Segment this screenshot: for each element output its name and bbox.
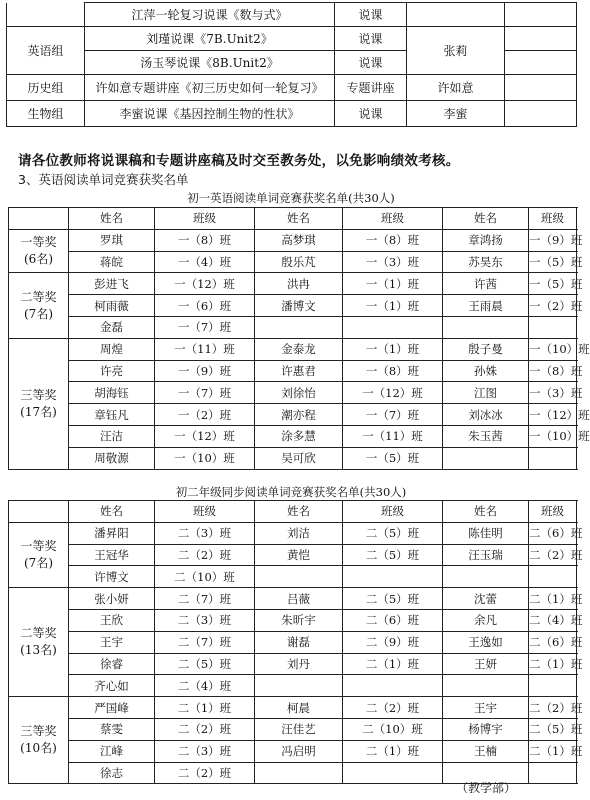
student-name-cell: 王楠 (443, 740, 529, 762)
column-header: 班级 (343, 208, 443, 230)
student-name-cell (255, 316, 343, 338)
lead-cell: 许如意 (407, 75, 505, 101)
award-level-label: 三等奖 (20, 724, 57, 739)
student-name-cell: 潮亦程 (255, 404, 343, 426)
student-name-cell: 殷乐芃 (255, 251, 343, 273)
student-class-cell: 一（2）班 (529, 295, 577, 317)
student-name-cell: 胡海钰 (69, 382, 155, 404)
award-level-label: 一等奖 (20, 538, 57, 553)
student-class-cell: 一（9）班 (529, 229, 577, 251)
student-name-cell: 朱昕宇 (255, 609, 343, 631)
student-name-cell: 朱玉茜 (443, 425, 529, 447)
student-class-cell: 二（5）班 (155, 653, 255, 675)
student-class-cell: 一（4）班 (155, 251, 255, 273)
student-class-cell: 二（4）班 (529, 609, 577, 631)
student-class-cell: 一（12）班 (155, 425, 255, 447)
table-row (9, 295, 577, 317)
student-name-cell: 江图 (443, 382, 529, 404)
award-level-label: 一等奖 (20, 235, 57, 250)
course-cell: 汤玉琴说课《8B.Unit2》 (85, 51, 335, 75)
header-row (9, 501, 577, 523)
student-name-cell: 涂多慧 (255, 425, 343, 447)
table-row (9, 697, 577, 719)
award-level-cell (9, 522, 69, 587)
table-row (9, 229, 577, 251)
student-class-cell (529, 566, 577, 588)
table-row (7, 27, 577, 51)
student-name-cell: 徐睿 (69, 653, 155, 675)
student-class-cell: 二（7）班 (155, 588, 255, 610)
student-class-cell: 一（8）班 (529, 360, 577, 382)
student-name-cell (255, 675, 343, 697)
table-row (7, 3, 577, 27)
student-class-cell: 一（1）班 (343, 338, 443, 360)
student-class-cell (529, 447, 577, 469)
table-row (9, 360, 577, 382)
student-name-cell: 吴可欣 (255, 447, 343, 469)
course-cell: 刘瑾说课《7B.Unit2》 (85, 27, 335, 51)
table-row (9, 544, 577, 566)
student-name-cell: 汪洁 (69, 425, 155, 447)
student-name-cell: 沈蕾 (443, 588, 529, 610)
grade2-table-caption: 初二年级同步阅读单词竞赛获奖名单(共30人) (175, 485, 407, 499)
student-class-cell: 二（1）班 (343, 740, 443, 762)
award-header-cell (9, 501, 69, 523)
type-cell: 说课 (335, 101, 407, 127)
lead-cell: 张莉 (407, 27, 505, 75)
student-class-cell: 二（6）班 (343, 609, 443, 631)
student-class-cell: 二（3）班 (155, 609, 255, 631)
group-cell (7, 3, 85, 27)
table-row (9, 653, 577, 675)
column-header: 班级 (155, 501, 255, 523)
student-class-cell: 二（3）班 (155, 522, 255, 544)
student-name-cell (443, 316, 529, 338)
student-class-cell: 二（2）班 (155, 544, 255, 566)
student-class-cell: 二（2）班 (529, 544, 577, 566)
student-class-cell: 二（5）班 (343, 588, 443, 610)
student-name-cell: 刘徐怡 (255, 382, 343, 404)
award-level-cell (9, 338, 69, 469)
group-cell: 生物组 (7, 101, 85, 127)
student-name-cell (255, 762, 343, 784)
award-level-cell (9, 273, 69, 338)
course-cell: 李蜜说课《基因控制生物的性状》 (85, 101, 335, 127)
department-signature: （教学部） (455, 781, 516, 795)
table-row (9, 588, 577, 610)
award-level-label: 二等奖 (20, 626, 57, 641)
student-class-cell: 二（1）班 (529, 588, 577, 610)
award-count-label: (17名) (20, 404, 57, 419)
student-class-cell: 一（12）班 (529, 404, 577, 426)
student-name-cell: 谢磊 (255, 631, 343, 653)
student-class-cell: 二（7）班 (155, 631, 255, 653)
student-class-cell: 一（5）班 (529, 251, 577, 273)
award-level-cell (9, 229, 69, 273)
student-name-cell: 蒋皖 (69, 251, 155, 273)
lead-cell (407, 3, 505, 27)
student-class-cell (343, 316, 443, 338)
column-header: 姓名 (443, 501, 529, 523)
student-class-cell (529, 316, 577, 338)
student-class-cell: 二（4）班 (155, 675, 255, 697)
student-name-cell: 苏昊东 (443, 251, 529, 273)
student-name-cell (443, 447, 529, 469)
grade1-award-table (8, 207, 590, 470)
table-row (9, 338, 577, 360)
award-count-label: (7名) (24, 306, 53, 321)
student-name-cell: 王宇 (443, 697, 529, 719)
student-class-cell: 一（9）班 (155, 360, 255, 382)
column-header: 姓名 (443, 208, 529, 230)
student-class-cell: 二（6）班 (529, 522, 577, 544)
student-class-cell: 一（7）班 (155, 382, 255, 404)
student-class-cell: 二（1）班 (529, 653, 577, 675)
student-class-cell (529, 675, 577, 697)
table-row (9, 718, 577, 740)
student-name-cell: 洪冉 (255, 273, 343, 295)
student-class-cell: 一（11）班 (155, 338, 255, 360)
student-name-cell: 柯雨薇 (69, 295, 155, 317)
student-name-cell: 许惠君 (255, 360, 343, 382)
student-name-cell: 章钰凡 (69, 404, 155, 426)
column-header: 姓名 (255, 208, 343, 230)
student-class-cell: 一（6）班 (155, 295, 255, 317)
student-class-cell: 二（6）班 (529, 631, 577, 653)
student-class-cell: 二（5）班 (343, 544, 443, 566)
lecture-schedule-table (6, 2, 577, 127)
student-class-cell: 一（7）班 (155, 316, 255, 338)
table-row (9, 675, 577, 697)
lead-cell: 李蜜 (407, 101, 505, 127)
student-name-cell: 刘冰冰 (443, 404, 529, 426)
student-name-cell: 金泰龙 (255, 338, 343, 360)
column-header: 姓名 (69, 501, 155, 523)
student-class-cell: 一（10）班 (155, 447, 255, 469)
student-name-cell: 金磊 (69, 316, 155, 338)
student-name-cell: 江峰 (69, 740, 155, 762)
column-header: 姓名 (69, 208, 155, 230)
award-header-cell (9, 208, 69, 230)
student-name-cell: 吕薇 (255, 588, 343, 610)
student-class-cell: 一（10）班 (529, 425, 577, 447)
student-class-cell: 一（5）班 (343, 447, 443, 469)
column-header: 班级 (529, 208, 577, 230)
award-count-label: (13名) (20, 643, 57, 658)
table-row (7, 75, 577, 101)
table-row (9, 566, 577, 588)
table-row (9, 447, 577, 469)
student-name-cell: 张小妍 (69, 588, 155, 610)
student-name-cell: 柯晨 (255, 697, 343, 719)
student-name-cell: 王妍 (443, 653, 529, 675)
table-row (9, 631, 577, 653)
student-class-cell: 一（5）班 (529, 273, 577, 295)
award-level-label: 三等奖 (20, 387, 57, 402)
student-class-cell: 二（3）班 (155, 740, 255, 762)
course-cell: 许如意专题讲座《初三历史如何一轮复习》 (85, 75, 335, 101)
student-name-cell: 许博文 (69, 566, 155, 588)
student-class-cell: 一（1）班 (343, 295, 443, 317)
student-class-cell: 二（5）班 (343, 522, 443, 544)
student-class-cell: 二（10）班 (155, 566, 255, 588)
table-row (9, 316, 577, 338)
student-name-cell (443, 566, 529, 588)
group-cell: 历史组 (7, 75, 85, 101)
student-name-cell: 潘昇阳 (69, 522, 155, 544)
student-class-cell: 一（8）班 (343, 360, 443, 382)
student-class-cell: 一（2）班 (155, 404, 255, 426)
student-class-cell (343, 762, 443, 784)
student-class-cell: 一（12）班 (155, 273, 255, 295)
student-class-cell: 一（1）班 (343, 273, 443, 295)
type-cell: 专题讲座 (335, 75, 407, 101)
student-class-cell: 二（2）班 (343, 697, 443, 719)
student-class-cell: 二（1）班 (343, 653, 443, 675)
grade2-award-table (8, 500, 583, 784)
student-name-cell: 王宇 (69, 631, 155, 653)
student-name-cell: 余凡 (443, 609, 529, 631)
student-class-cell: 一（8）班 (343, 229, 443, 251)
type-cell: 说课 (335, 27, 407, 51)
student-class-cell: 一（3）班 (343, 251, 443, 273)
empty-cell (505, 51, 577, 75)
student-name-cell: 陈佳明 (443, 522, 529, 544)
student-class-cell: 二（2）班 (155, 762, 255, 784)
student-name-cell: 冯启明 (255, 740, 343, 762)
student-name-cell: 王逸如 (443, 631, 529, 653)
award-level-cell (9, 588, 69, 697)
column-header: 班级 (529, 501, 577, 523)
student-name-cell: 刘丹 (255, 653, 343, 675)
student-name-cell: 蔡雯 (69, 718, 155, 740)
award-level-label: 二等奖 (20, 289, 57, 304)
header-row (9, 208, 577, 230)
award-count-label: (6名) (24, 252, 53, 267)
student-class-cell: 一（11）班 (343, 425, 443, 447)
student-name-cell: 刘洁 (255, 522, 343, 544)
student-name-cell: 许亮 (69, 360, 155, 382)
student-class-cell: 一（8）班 (155, 229, 255, 251)
student-name-cell: 徐志 (69, 762, 155, 784)
student-class-cell: 一（3）班 (529, 382, 577, 404)
column-header: 姓名 (255, 501, 343, 523)
student-class-cell (529, 762, 577, 784)
student-class-cell (343, 675, 443, 697)
student-class-cell (343, 566, 443, 588)
student-class-cell: 一（7）班 (343, 404, 443, 426)
column-header: 班级 (155, 208, 255, 230)
student-name-cell: 汪佳艺 (255, 718, 343, 740)
student-name-cell: 潘博文 (255, 295, 343, 317)
student-class-cell: 一（12）班 (343, 382, 443, 404)
table-row (9, 382, 577, 404)
column-header: 班级 (343, 501, 443, 523)
student-name-cell: 彭进飞 (69, 273, 155, 295)
student-name-cell: 罗琪 (69, 229, 155, 251)
group-cell: 英语组 (7, 27, 85, 75)
table-row (9, 251, 577, 273)
empty-cell (505, 27, 577, 51)
student-class-cell: 二（1）班 (529, 740, 577, 762)
table-row (9, 404, 577, 426)
table-row (9, 740, 577, 762)
student-name-cell: 王雨晨 (443, 295, 529, 317)
student-name-cell: 章鸿扬 (443, 229, 529, 251)
table-row (9, 425, 577, 447)
student-name-cell: 杨博宇 (443, 718, 529, 740)
grade1-table-caption: 初一英语阅读单词竞赛获奖名单(共30人) (187, 191, 395, 205)
student-name-cell: 黄恺 (255, 544, 343, 566)
empty-cell (505, 75, 577, 101)
student-class-cell: 二（2）班 (529, 697, 577, 719)
student-name-cell: 殷子曼 (443, 338, 529, 360)
student-name-cell: 齐心如 (69, 675, 155, 697)
table-row (9, 609, 577, 631)
student-name-cell: 王欣 (69, 609, 155, 631)
course-cell: 江萍一轮复习说课《数与式》 (85, 3, 335, 27)
type-cell: 说课 (335, 51, 407, 75)
student-name-cell (255, 566, 343, 588)
table-row (9, 522, 577, 544)
student-class-cell: 二（5）班 (529, 718, 577, 740)
table-row (7, 101, 577, 127)
student-class-cell: 二（10）班 (343, 718, 443, 740)
student-class-cell: 二（9）班 (343, 631, 443, 653)
student-name-cell: 周煌 (69, 338, 155, 360)
student-class-cell: 二（2）班 (155, 718, 255, 740)
student-class-cell: 二（1）班 (155, 697, 255, 719)
award-count-label: (7名) (24, 555, 53, 570)
submission-notice: 请各位教师将说课稿和专题讲座稿及时交至教务处，以免影响绩效考核。 (18, 153, 460, 169)
type-cell: 说课 (335, 3, 407, 27)
student-name-cell: 周敬源 (69, 447, 155, 469)
empty-cell (505, 101, 577, 127)
student-name-cell (443, 675, 529, 697)
student-name-cell: 汪玉瑞 (443, 544, 529, 566)
student-name-cell: 许茜 (443, 273, 529, 295)
section-heading: 3、英语阅读单词竞赛获奖名单 (18, 172, 189, 187)
award-level-cell (9, 697, 69, 784)
empty-cell (505, 3, 577, 27)
student-name-cell: 高梦琪 (255, 229, 343, 251)
student-name-cell: 严国峰 (69, 697, 155, 719)
award-count-label: (10名) (20, 741, 57, 756)
table-row (9, 273, 577, 295)
student-name-cell: 孙姝 (443, 360, 529, 382)
student-class-cell: 一（10）班 (529, 338, 577, 360)
student-name-cell: 王冠华 (69, 544, 155, 566)
